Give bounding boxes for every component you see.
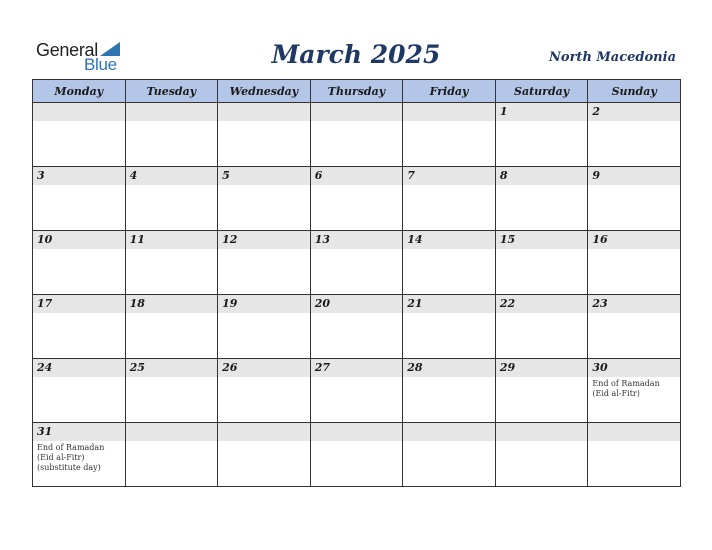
day-cell (125, 167, 218, 231)
day-number-bar (218, 167, 310, 185)
day-number: 19 (222, 297, 238, 310)
day-cell (495, 359, 588, 423)
day-cell (403, 231, 496, 295)
day-cell (33, 295, 126, 359)
day-number-bar (126, 103, 218, 121)
day-cell (125, 103, 218, 167)
day-number: 27 (314, 361, 330, 374)
weekday-header: Friday (403, 80, 496, 103)
day-cell (125, 423, 218, 487)
day-number-bar (311, 359, 403, 377)
day-number: 8 (499, 169, 508, 182)
day-number-bar (33, 231, 125, 249)
day-cell (588, 167, 681, 231)
day-cell (588, 359, 681, 423)
day-number: 11 (129, 233, 145, 246)
day-cell (218, 231, 311, 295)
logo (36, 40, 126, 74)
day-cell (125, 231, 218, 295)
day-cell (33, 423, 126, 487)
day-number-bar (33, 167, 125, 185)
day-cell (403, 167, 496, 231)
day-cell (403, 359, 496, 423)
day-number (33, 103, 125, 105)
calendar-grid (32, 79, 681, 487)
day-cell (218, 295, 311, 359)
day-number: 16 (592, 233, 608, 246)
day-number: 28 (407, 361, 423, 374)
day-number: 2 (592, 105, 601, 118)
day-number-bar (311, 167, 403, 185)
logo-blue-text: Blue (84, 55, 117, 74)
day-cell (33, 359, 126, 423)
day-number: 15 (499, 233, 516, 246)
day-number: 1 (499, 105, 508, 118)
day-number: 17 (37, 297, 53, 310)
day-cell (33, 167, 126, 231)
day-number-bar (311, 231, 403, 249)
day-number-bar (403, 167, 495, 185)
day-number-bar (496, 359, 588, 377)
day-number-bar (403, 295, 495, 313)
logo-general-text: General (36, 40, 98, 60)
day-number: 25 (129, 361, 145, 374)
day-cell (218, 103, 311, 167)
day-number-bar (403, 359, 495, 377)
weekday-header: Sunday (588, 80, 681, 103)
day-number: 9 (592, 169, 601, 182)
day-number (311, 423, 403, 425)
day-cell (218, 167, 311, 231)
week-row (33, 103, 681, 167)
day-number-bar (218, 231, 310, 249)
weekday-header: Monday (33, 80, 126, 103)
day-number-bar (218, 295, 310, 313)
day-number: 31 (37, 425, 53, 438)
day-number-bar (496, 167, 588, 185)
holiday-event: End of Ramadan (Eid al-Fitr) (592, 379, 660, 398)
day-number-bar (218, 423, 310, 441)
day-number-bar (588, 423, 680, 441)
day-number: 26 (222, 361, 238, 374)
day-number: 5 (222, 169, 230, 182)
day-number-bar (33, 295, 125, 313)
day-cell (310, 423, 403, 487)
weekday-header: Saturday (495, 80, 588, 103)
day-cell (125, 295, 218, 359)
day-number-bar (496, 423, 588, 441)
day-number: 6 (314, 169, 323, 182)
day-number (496, 423, 588, 425)
day-number (218, 423, 310, 425)
day-number-bar (588, 359, 680, 377)
logo-triangle-icon (100, 42, 120, 56)
day-number-bar (403, 423, 495, 441)
day-number-bar (588, 295, 680, 313)
weekday-header-row (33, 80, 681, 103)
day-number-bar (33, 103, 125, 121)
day-number-bar (311, 295, 403, 313)
day-number-bar (126, 295, 218, 313)
weekday-header: Thursday (310, 80, 403, 103)
day-number (588, 423, 680, 425)
day-cell (310, 295, 403, 359)
day-cell (33, 231, 126, 295)
day-number: 29 (499, 361, 516, 374)
day-number-bar (218, 103, 310, 121)
day-number: 12 (222, 233, 238, 246)
day-cell (495, 167, 588, 231)
day-cell (33, 103, 126, 167)
day-number (126, 423, 218, 425)
day-cell (403, 103, 496, 167)
day-number (126, 103, 218, 105)
country-label: North Macedonia (549, 50, 676, 65)
day-cell (588, 423, 681, 487)
day-cell (495, 295, 588, 359)
day-cell (588, 103, 681, 167)
day-cell (403, 423, 496, 487)
day-number: 3 (37, 169, 45, 182)
day-number-bar (126, 167, 218, 185)
day-cell (218, 359, 311, 423)
day-number: 21 (407, 297, 423, 310)
day-cell (495, 103, 588, 167)
day-number-bar (403, 231, 495, 249)
day-number-bar (218, 359, 310, 377)
holiday-event: End of Ramadan (Eid al-Fitr) (substitute day) (37, 443, 105, 472)
week-row (33, 295, 681, 359)
day-number-bar (311, 423, 403, 441)
day-number: 22 (499, 297, 516, 310)
day-number: 14 (407, 233, 423, 246)
day-cell (310, 103, 403, 167)
week-row (33, 359, 681, 423)
day-number-bar (311, 103, 403, 121)
weekday-header: Tuesday (125, 80, 218, 103)
day-number (311, 103, 403, 105)
day-cell (403, 295, 496, 359)
day-number: 13 (314, 233, 330, 246)
day-cell (310, 231, 403, 295)
day-number (403, 103, 495, 105)
day-cell (495, 423, 588, 487)
day-number-bar (496, 103, 588, 121)
day-number: 20 (314, 297, 330, 310)
day-number: 7 (407, 169, 415, 182)
day-number: 30 (592, 361, 608, 374)
week-row (33, 231, 681, 295)
day-cell (218, 423, 311, 487)
day-number-bar (588, 231, 680, 249)
day-number: 23 (592, 297, 608, 310)
day-number-bar (588, 103, 680, 121)
day-number-bar (496, 231, 588, 249)
day-cell (588, 295, 681, 359)
page-title: March 2025 (271, 40, 441, 69)
day-cell (310, 167, 403, 231)
day-number: 18 (129, 297, 145, 310)
day-cell (495, 231, 588, 295)
week-row (33, 167, 681, 231)
day-number: 4 (129, 169, 138, 182)
day-number-bar (126, 423, 218, 441)
day-cell (125, 359, 218, 423)
week-row (33, 423, 681, 487)
day-number-bar (126, 359, 218, 377)
day-number-bar (126, 231, 218, 249)
day-number: 10 (37, 233, 53, 246)
day-number (403, 423, 495, 425)
day-number: 24 (37, 361, 53, 374)
day-cell (310, 359, 403, 423)
day-number-bar (496, 295, 588, 313)
day-cell (588, 231, 681, 295)
weekday-header: Wednesday (218, 80, 311, 103)
day-number-bar (33, 359, 125, 377)
day-number-bar (403, 103, 495, 121)
day-number-bar (588, 167, 680, 185)
day-number (218, 103, 310, 105)
day-number-bar (33, 423, 125, 441)
